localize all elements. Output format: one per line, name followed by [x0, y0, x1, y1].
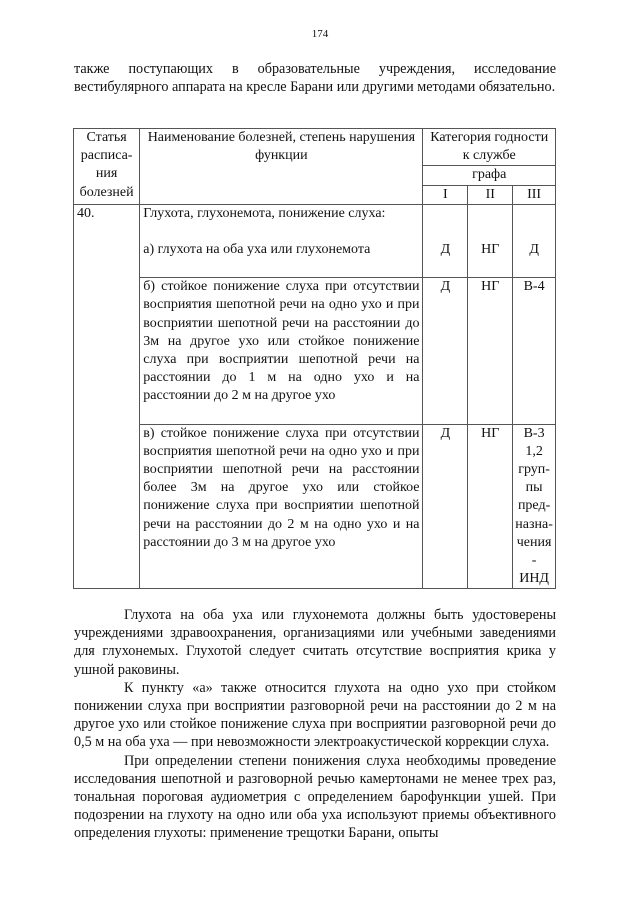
header-grafa: графа [423, 166, 556, 185]
header-article: Статья расписа-ния болезней [74, 129, 140, 205]
header-col-2: II [468, 185, 513, 204]
table-row-b [74, 278, 556, 424]
row-b-g2: НГ [468, 278, 513, 424]
paragraph-3: При определении степени понижения слуха необходимы проведение исследования шепотной и разговорной речью камертонами не менее трех раз, тональная пороговая аудиометрия с определением барофункции ушей. При подозрении на глухоту на одно или оба уха используют приемы объективного определения глухоты: применение трещотки Барани, опыты [74, 752, 556, 842]
row-c-text: в) стойкое понижение слуха при отсутствии восприятия шепотной речи на одно ухо и при восприятии шепотной речи на расстоянии более 3м на другое ухо или стойкое понижение слуха при восприятии шепотной речи на расстоянии до 2 м на одно ухо и на расстоянии до 3 м на другое ухо [140, 424, 423, 589]
paragraph-2: К пункту «а» также относится глухота на одно ухо при стойком понижении слуха при восприятии разговорной речи на расстоянии до 2 м на другое ухо или стойкое понижение слуха при восприятии разговорной речи до 0,5 м на оба уха — при невозможности электроакустической коррекции слуха. [74, 679, 556, 751]
row-b-g3: В-4 [513, 278, 556, 424]
page-number: 174 [311, 28, 329, 40]
row-c-g2: НГ [468, 424, 513, 589]
row-a-g1: Д [423, 204, 468, 277]
row-a-text: а) глухота на оба уха или глухонемота [143, 242, 371, 258]
header-category: Категория годности к службе [423, 129, 556, 166]
header-disease-name: Наименование болезней, степень нарушения функции [140, 129, 423, 205]
paragraph-1: Глухота на оба уха или глухонемота должны быть удостоверены учреждениями здравоохранения, организациями или учебными заведениями для глухонемых. Глухотой следует считать отсутствие восприятия крика у ушной раковины. [74, 607, 556, 678]
row-b-g1: Д [423, 278, 468, 424]
row-c-g3: В-3 1,2 груп-пы пред-назна-чения - ИНД [513, 424, 556, 589]
body-text [74, 606, 556, 843]
row-a-g2: НГ [468, 204, 513, 277]
article-title: Глухота, глухонемота, понижение слуха: а) глухота на оба уха или глухонемота [140, 204, 423, 277]
article-number: 40. [74, 204, 140, 589]
table-row-c [74, 424, 556, 589]
row-c-g1: Д [423, 424, 468, 589]
header-col-1: I [423, 185, 468, 204]
row-a-g3: Д [513, 204, 556, 277]
row-b-text: б) стойкое понижение слуха при отсутствии восприятия шепотной речи на одно ухо и при восприятии шепотной речи на расстоянии до 3м на другое ухо или стойкое понижение слуха при восприятии шепотной речи на расстоянии до 1 м на одно ухо и на расстоянии до 2 м на другое ухо [140, 278, 423, 424]
header-col-3: III [513, 185, 556, 204]
table-row-article [74, 204, 556, 277]
intro-paragraph: также поступающих в образовательные учреждения, исследование вестибулярного аппарата на кресле Барани или другими методами обязательно. [74, 61, 556, 96]
disease-schedule-table [73, 128, 556, 589]
